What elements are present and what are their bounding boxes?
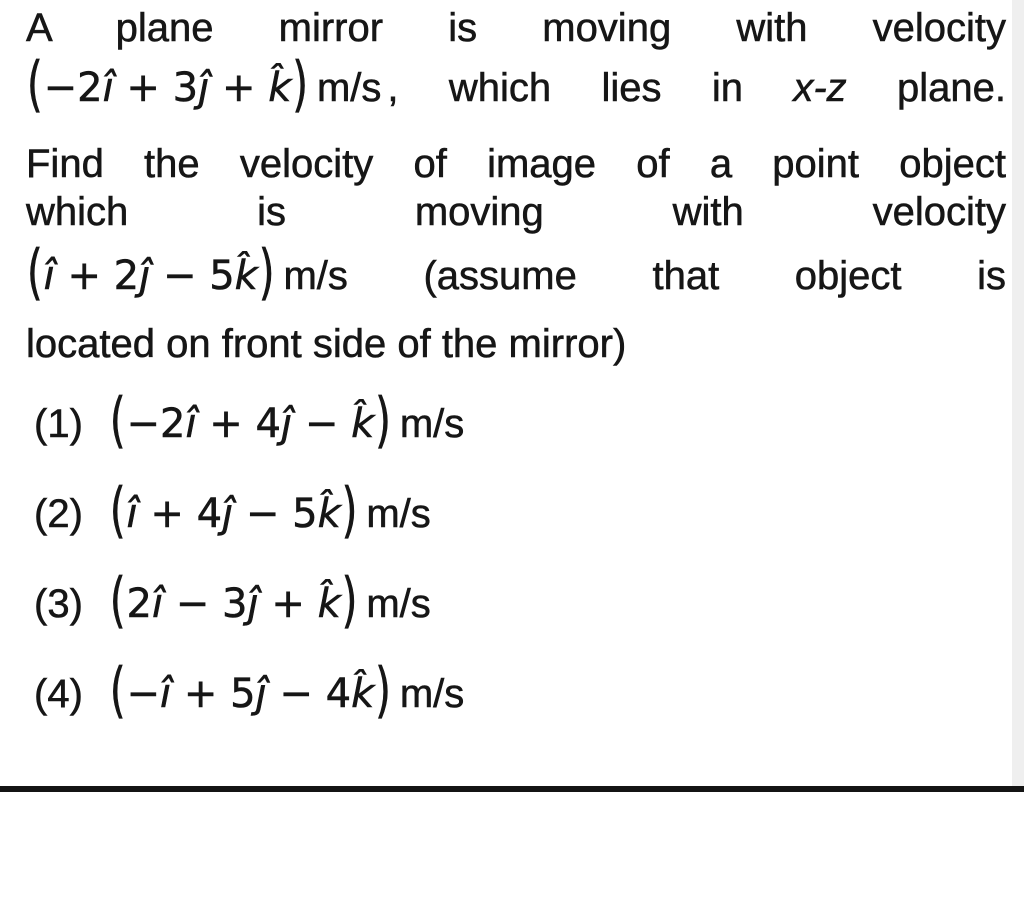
answer-options [0,388,1024,730]
open-paren: ( [109,566,126,636]
object-velocity-formula [26,240,348,312]
question-line-3-text: Find the velocity of image of a point object [26,142,1006,186]
option-2-unit: m/s [366,492,431,536]
object-velocity-unit: m/s [283,254,348,298]
question-line-2-end: plane. [897,66,1006,110]
question-line-6 [26,320,1006,368]
open-paren: ( [109,386,126,456]
option-1[interactable] [0,388,1024,460]
option-1-label: (1) [34,402,83,446]
option-2[interactable] [0,478,1024,550]
option-4-label: (4) [34,672,83,716]
open-paren: ( [109,656,126,726]
option-3-unit: m/s [366,582,431,626]
option-3[interactable] [0,568,1024,640]
mirror-velocity-unit: m/s [316,66,382,110]
question-text [0,0,1024,368]
option-1-vector: −2î + 4ĵ − k̂ [126,401,375,447]
comma: , [387,66,399,110]
mirror-velocity-formula [26,52,399,124]
option-2-label: (2) [34,492,83,536]
option-1-formula [109,388,464,460]
question-line-1 [26,4,1006,52]
option-4-vector: −î + 5ĵ − 4k̂ [126,671,375,717]
open-paren: ( [109,476,126,546]
open-paren: ( [27,50,43,120]
question-line-2-text: which lies in [448,66,743,110]
question-line-1-text: A plane mirror is moving with velocity [26,6,1006,50]
option-3-vector: 2î − 3ĵ + k̂ [126,581,341,627]
question-line-6-text: located on front side of the mirror) [26,322,627,366]
bottom-divider-rule [0,786,1024,792]
question-line-4-text: which is moving with velocity [26,190,1006,234]
question-line-4 [26,188,1006,236]
open-paren: ( [27,238,43,308]
question-line-5-text: (assume that object is [423,254,1006,298]
close-paren: ) [258,238,275,308]
page-scan-edge [1012,0,1024,786]
option-4-formula [109,658,464,730]
close-paren: ) [292,50,308,120]
question-line-2 [26,52,1006,124]
option-4[interactable] [0,658,1024,730]
option-3-formula [109,568,431,640]
option-2-vector: î + 4ĵ − 5k̂ [126,491,341,537]
object-velocity-vector: î + 2ĵ − 5k̂ [43,253,258,299]
mirror-velocity-vector: −2î + 3ĵ + k̂ [43,65,292,111]
question-line-3 [26,140,1006,188]
option-4-unit: m/s [399,672,465,716]
close-paren: ) [375,386,391,456]
close-paren: ) [341,476,358,546]
close-paren: ) [341,566,358,636]
option-2-formula [109,478,431,550]
xz-plane-label: x-z [793,66,847,110]
close-paren: ) [375,656,391,726]
option-3-label: (3) [34,582,83,626]
option-1-unit: m/s [399,402,465,446]
question-line-5 [26,240,1006,312]
